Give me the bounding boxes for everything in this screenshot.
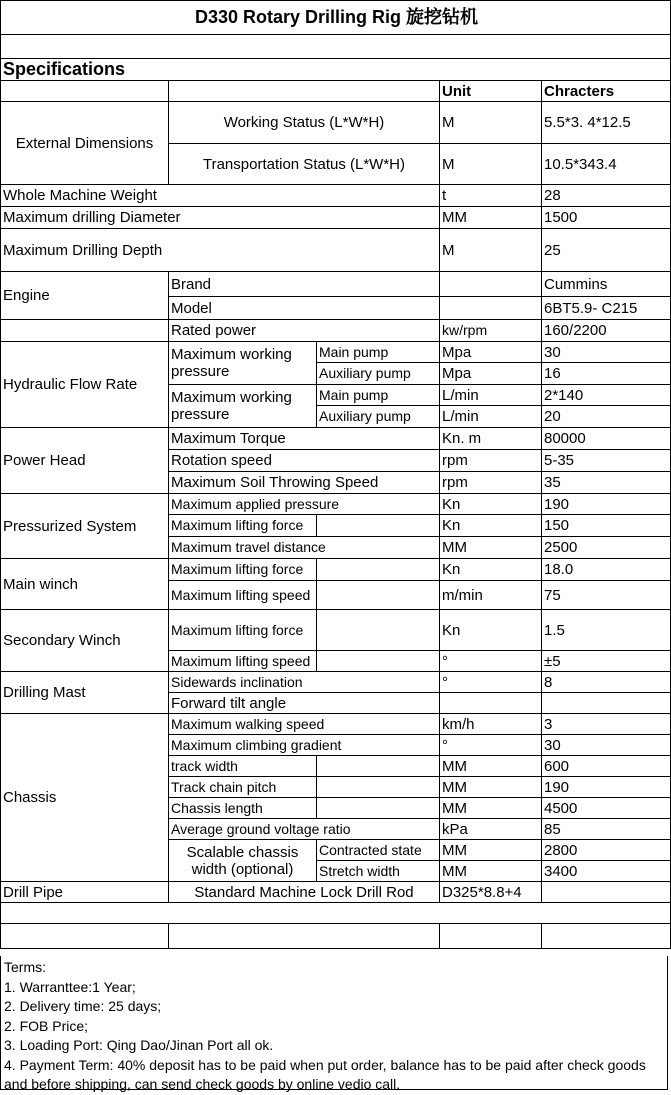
- row-label: Maximum Drilling Depth: [1, 229, 440, 272]
- row-label: Maximum walking speed: [169, 714, 440, 735]
- row-value: 600: [542, 756, 671, 777]
- row-unit: kw/rpm: [440, 320, 542, 342]
- row-label: Standard Machine Lock Drill Rod: [169, 882, 440, 903]
- row-unit: t: [440, 185, 542, 207]
- blank-cell: [169, 81, 440, 102]
- row-value: 3400: [542, 861, 671, 882]
- row-value: 18.0: [542, 559, 671, 581]
- terms-line: 1. Warranttee:1 Year;: [4, 978, 136, 995]
- document-title: D330 Rotary Drilling Rig 旋挖钻机: [1, 1, 671, 35]
- row-value: 28: [542, 185, 671, 207]
- row-label: Maximum lifting speed: [169, 581, 317, 610]
- row-value: 25: [542, 229, 671, 272]
- row-sublabel: Main pump: [317, 385, 440, 406]
- row-unit: Kn: [440, 515, 542, 537]
- blank-cell: [1, 81, 169, 102]
- blank-cell: [317, 798, 440, 819]
- terms-heading: Terms:: [4, 959, 46, 975]
- terms-block: [0, 956, 668, 1090]
- row-unit: Kn. m: [440, 428, 542, 450]
- row-sublabel: Main pump: [317, 342, 440, 363]
- row-label: Maximum drilling Diameter: [1, 207, 440, 229]
- blank-cell: [317, 651, 440, 672]
- blank-cell: [317, 756, 440, 777]
- row-label: Forward tilt angle: [169, 693, 440, 714]
- group-drill-pipe: Drill Pipe: [1, 882, 169, 903]
- row-label: Rotation speed: [169, 450, 440, 472]
- row-value: 10.5*343.4: [542, 144, 671, 185]
- row-unit: [440, 272, 542, 297]
- row-value: ±5: [542, 651, 671, 672]
- group-chassis: Chassis: [1, 714, 169, 882]
- row-label: Chassis length: [169, 798, 317, 819]
- row-value: 35: [542, 472, 671, 494]
- header-characters: Chracters: [542, 81, 671, 102]
- blank-cell: [440, 924, 542, 949]
- row-unit: MM: [440, 756, 542, 777]
- row-label: Maximum working pressure: [169, 342, 317, 385]
- row-unit: MM: [440, 840, 542, 861]
- row-unit: M: [440, 144, 542, 185]
- row-label: Average ground voltage ratio: [169, 819, 440, 840]
- row-unit: °: [440, 672, 542, 693]
- row-unit: °: [440, 651, 542, 672]
- row-unit: M: [440, 229, 542, 272]
- row-label: Maximum lifting force: [169, 515, 317, 537]
- row-unit: Kn: [440, 610, 542, 651]
- blank-row: [1, 903, 671, 924]
- row-value: 30: [542, 735, 671, 756]
- row-value: Cummins: [542, 272, 671, 297]
- row-value: 4500: [542, 798, 671, 819]
- row-value: 190: [542, 494, 671, 515]
- group-secondary-winch: Secondary Winch: [1, 610, 169, 672]
- blank-cell: [317, 610, 440, 651]
- group-pressurized-system: Pressurized System: [1, 494, 169, 559]
- row-sublabel: Contracted state: [317, 840, 440, 861]
- row-value: 1500: [542, 207, 671, 229]
- row-label: Maximum travel distance: [169, 537, 440, 559]
- row-unit: Mpa: [440, 342, 542, 363]
- row-unit: MM: [440, 861, 542, 882]
- row-value: D325*8.8+4: [440, 882, 542, 903]
- row-unit: [440, 693, 542, 714]
- row-label: Model: [169, 297, 440, 320]
- row-value: 5-35: [542, 450, 671, 472]
- row-label: Maximum lifting speed: [169, 651, 317, 672]
- row-value: 3: [542, 714, 671, 735]
- blank-cell: [1, 320, 169, 342]
- row-label: Track chain pitch: [169, 777, 317, 798]
- row-unit: MM: [440, 777, 542, 798]
- group-external-dimensions: External Dimensions: [1, 102, 169, 185]
- row-value: 150: [542, 515, 671, 537]
- row-unit: Kn: [440, 559, 542, 581]
- row-label: Rated power: [169, 320, 440, 342]
- row-unit: L/min: [440, 406, 542, 428]
- terms-line: 2. Delivery time: 25 days;: [4, 998, 162, 1014]
- row-sublabel: Auxiliary pump: [317, 406, 440, 428]
- blank-cell: [542, 924, 671, 949]
- blank-cell: [317, 581, 440, 610]
- row-unit: rpm: [440, 472, 542, 494]
- group-power-head: Power Head: [1, 428, 169, 494]
- group-engine: Engine: [1, 272, 169, 320]
- row-unit: kPa: [440, 819, 542, 840]
- row-value: 8: [542, 672, 671, 693]
- row-unit: [440, 297, 542, 320]
- row-value: 75: [542, 581, 671, 610]
- group-main-winch: Main winch: [1, 559, 169, 610]
- row-label: Working Status (L*W*H): [169, 102, 440, 144]
- section-heading: Specifications: [1, 59, 671, 81]
- row-label: Maximum working pressure: [169, 385, 317, 428]
- row-value: 160/2200: [542, 320, 671, 342]
- row-value: 2800: [542, 840, 671, 861]
- row-label: Scalable chassis width (optional): [169, 840, 317, 882]
- row-value: 80000: [542, 428, 671, 450]
- row-unit: MM: [440, 207, 542, 229]
- row-label: Maximum lifting force: [169, 610, 317, 651]
- row-unit: km/h: [440, 714, 542, 735]
- blank-cell: [317, 777, 440, 798]
- row-label: Maximum climbing gradient: [169, 735, 440, 756]
- blank-cell: [1, 924, 169, 949]
- row-unit: Kn: [440, 494, 542, 515]
- row-value: 30: [542, 342, 671, 363]
- row-value: 190: [542, 777, 671, 798]
- blank-cell: [317, 515, 440, 537]
- row-value: 16: [542, 363, 671, 385]
- row-value: 6BT5.9- C215: [542, 297, 671, 320]
- row-label: Maximum lifting force: [169, 559, 317, 581]
- row-value: 2500: [542, 537, 671, 559]
- row-unit: L/min: [440, 385, 542, 406]
- group-drilling-mast: Drilling Mast: [1, 672, 169, 714]
- blank-row: [1, 35, 671, 59]
- blank-cell: [169, 924, 440, 949]
- row-unit: MM: [440, 798, 542, 819]
- row-unit: m/min: [440, 581, 542, 610]
- row-label: Brand: [169, 272, 440, 297]
- row-value: 2*140: [542, 385, 671, 406]
- row-unit: MM: [440, 537, 542, 559]
- row-label: Sidewards inclination: [169, 672, 440, 693]
- row-sublabel: Auxiliary pump: [317, 363, 440, 385]
- row-label: Maximum applied pressure: [169, 494, 440, 515]
- row-value: 20: [542, 406, 671, 428]
- group-hydraulic-flow-rate: Hydraulic Flow Rate: [1, 342, 169, 428]
- row-label: Transportation Status (L*W*H): [169, 144, 440, 185]
- row-label: Whole Machine Weight: [1, 185, 440, 207]
- blank-cell: [542, 882, 671, 903]
- terms-line: 2. FOB Price;: [4, 1017, 89, 1034]
- row-value: 1.5: [542, 610, 671, 651]
- row-value: 5.5*3. 4*12.5: [542, 102, 671, 144]
- row-unit: Mpa: [440, 363, 542, 385]
- row-label: Maximum Soil Throwing Speed: [169, 472, 440, 494]
- header-unit: Unit: [440, 81, 542, 102]
- row-value: [542, 693, 671, 714]
- row-unit: M: [440, 102, 542, 144]
- row-label: Maximum Torque: [169, 428, 440, 450]
- terms-line: 3. Loading Port: Qing Dao/Jinan Port all ok.: [4, 1037, 274, 1053]
- terms-line: 4. Payment Term: 40% deposit has to be paid when put order, balance has to be paid after check goods and before shipping, can send check goods by online vedio call.: [4, 1056, 646, 1092]
- row-value: 85: [542, 819, 671, 840]
- row-sublabel: Stretch width: [317, 861, 440, 882]
- row-unit: rpm: [440, 450, 542, 472]
- row-label: track width: [169, 756, 317, 777]
- row-unit: °: [440, 735, 542, 756]
- blank-cell: [317, 559, 440, 581]
